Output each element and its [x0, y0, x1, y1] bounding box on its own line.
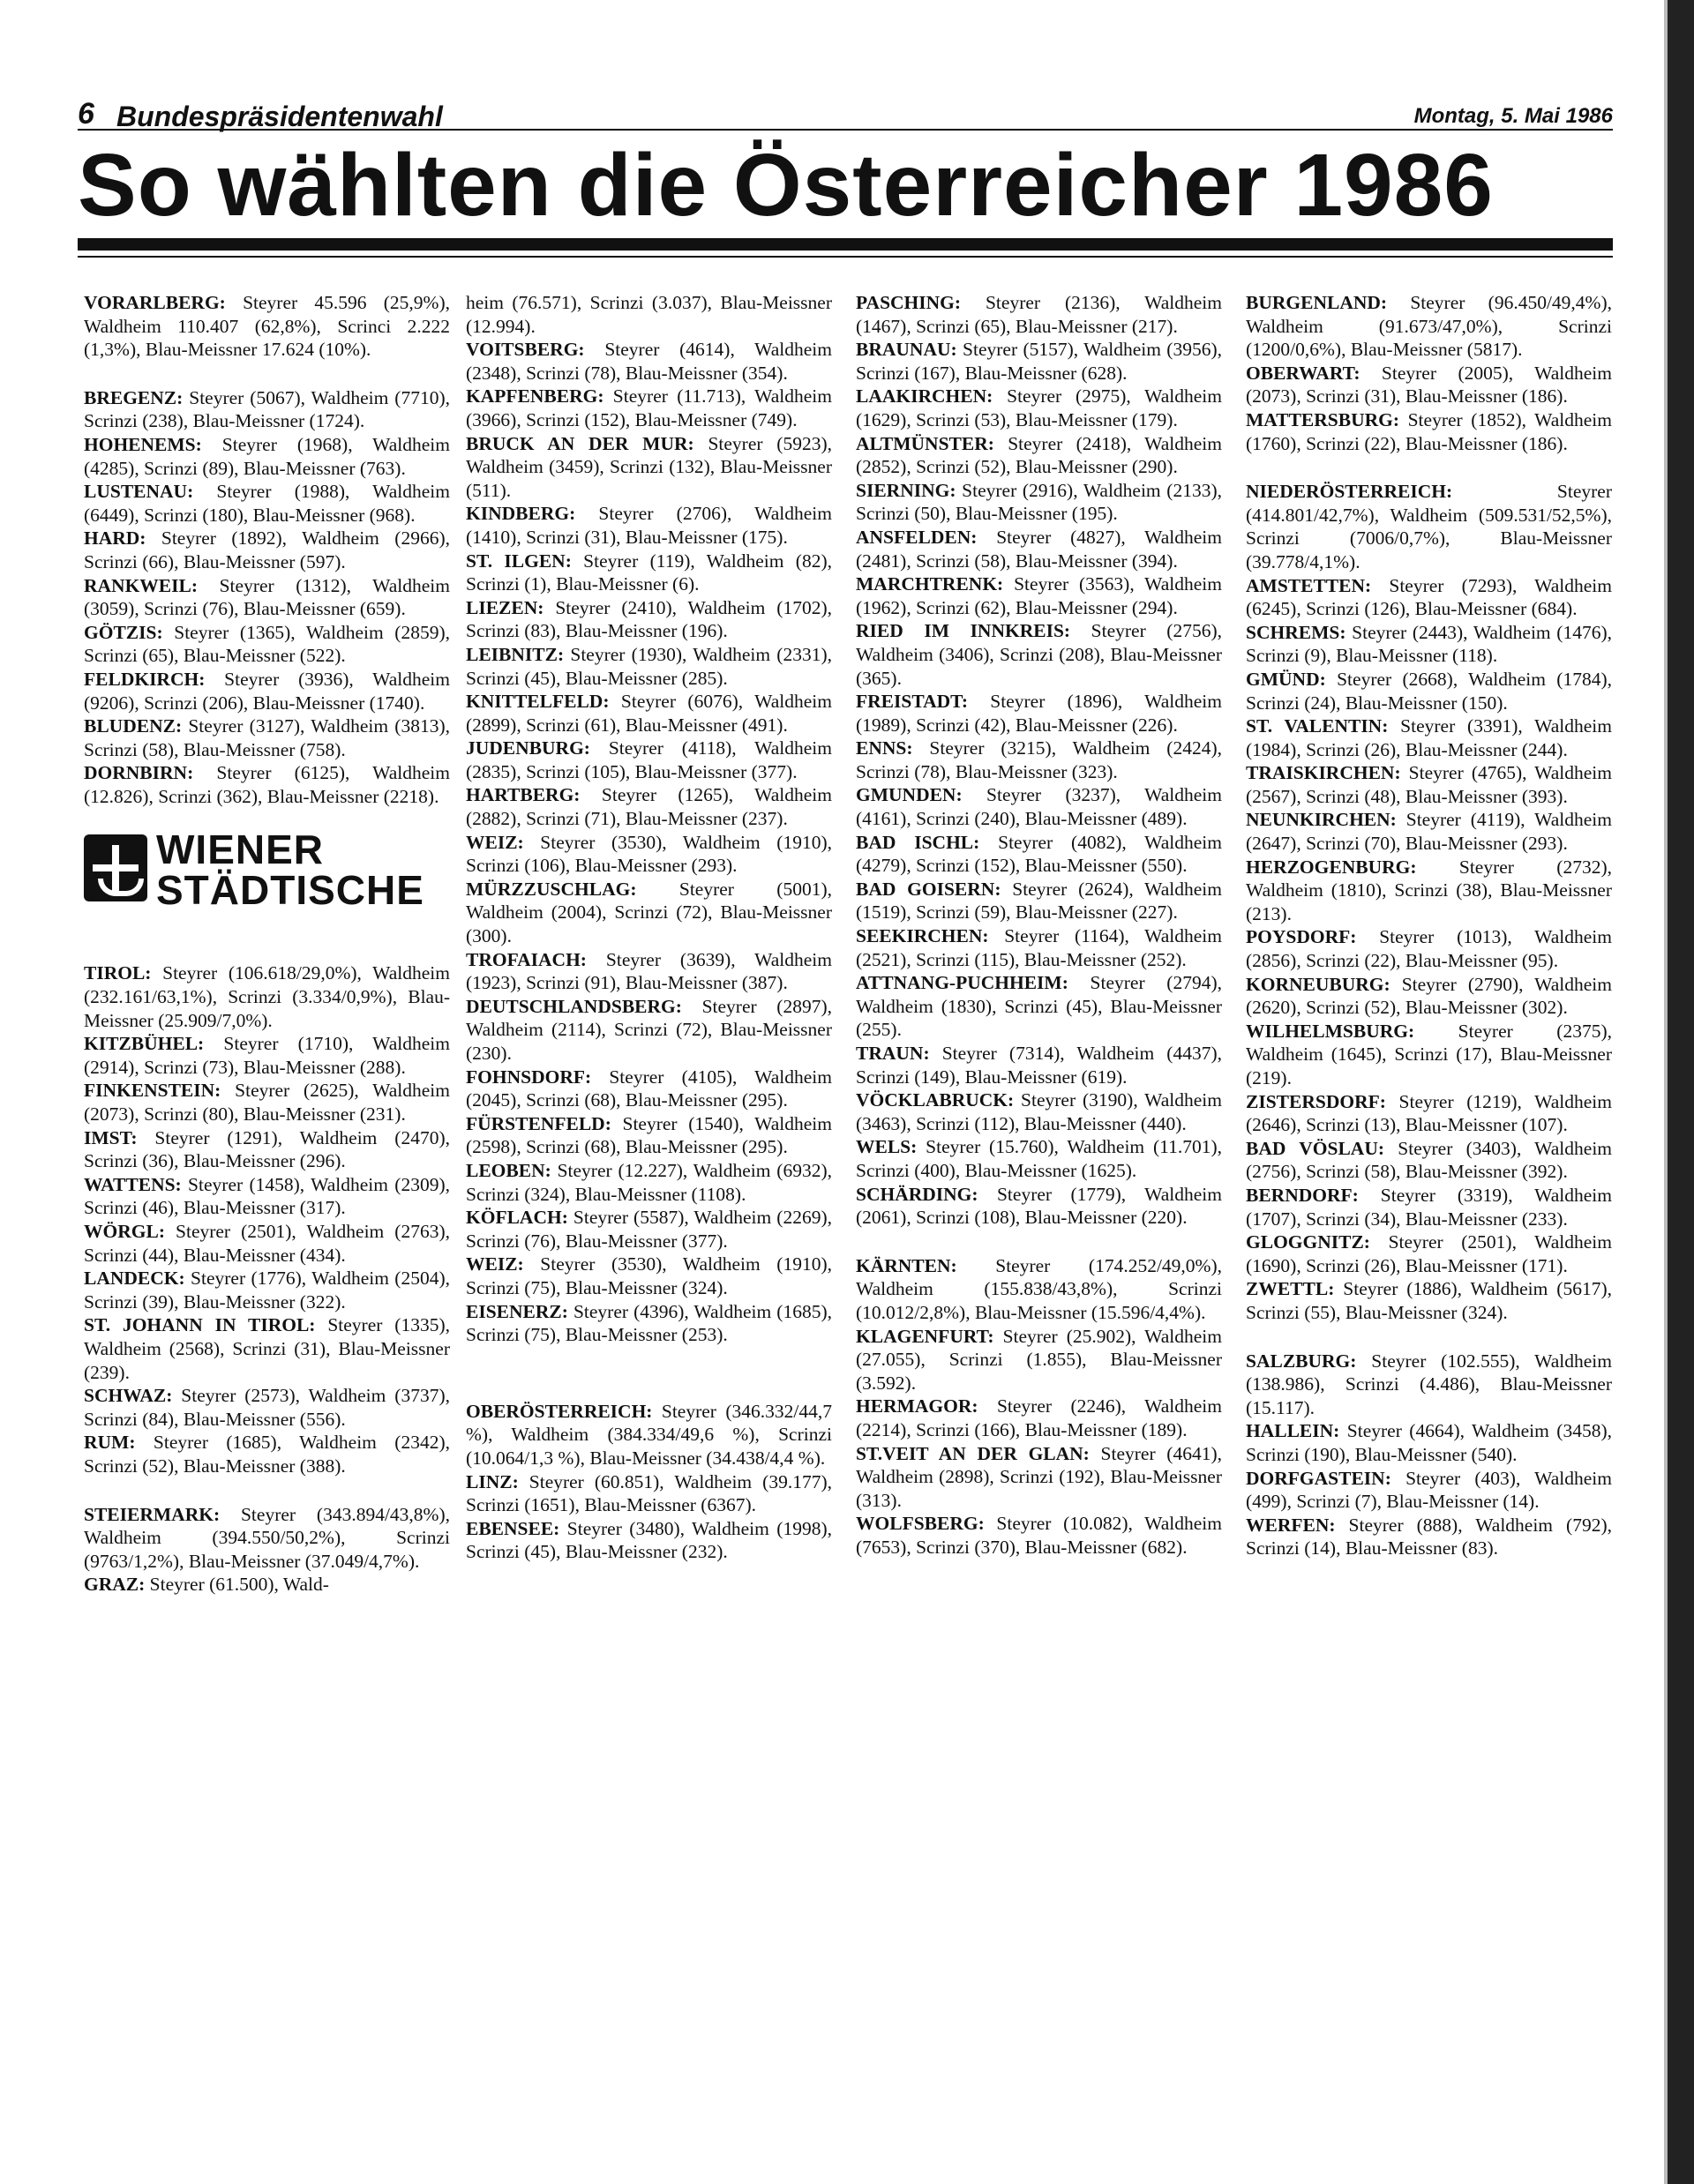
result-entry [466, 1112, 832, 1159]
vote-counts: Steyrer (3563), Waldheim (1962), Scrinzi (62), Blau-Meissner (294). [856, 573, 1222, 618]
region-name: BAD GOISERN: [856, 878, 1001, 900]
vote-counts: Steyrer (7293), Waldheim (6245), Scrinzi (126), Blau-Meissner (684). [1246, 574, 1612, 620]
vote-counts: Steyrer (1458), Waldheim (2309), Scrinzi (46), Blau-Meissner (317). [84, 1173, 450, 1219]
result-entry [856, 1254, 1222, 1325]
region-name: BURGENLAND: [1246, 292, 1388, 313]
vote-counts: Steyrer (3215), Waldheim (2424), Scrinzi (78), Blau-Meissner (323). [856, 737, 1222, 782]
result-entry [84, 761, 450, 808]
vote-counts: Steyrer (2897), Waldheim (2114), Scrinzi (72), Blau-Meissner (230). [466, 995, 832, 1064]
region-name: WELS: [856, 1136, 918, 1158]
region-name: VORARLBERG: [84, 292, 226, 313]
result-entry [84, 1267, 450, 1313]
vote-counts: Steyrer (346.332/44,7 %), Waldheim (384.334/49,6 %), Scrinzi (10.064/1,3 %), Blau-Meissner (34.438/4,4 %). [466, 1400, 832, 1469]
vote-counts: Steyrer (12.227), Waldheim (6932), Scrinzi (324), Blau-Meissner (1108). [466, 1159, 832, 1205]
column-4 [1246, 291, 1612, 1560]
region-name: GMÜND: [1246, 668, 1326, 690]
vote-counts: Steyrer (1779), Waldheim (2061), Scrinzi (108), Blau-Meissner (220). [856, 1183, 1222, 1229]
result-entry [1246, 714, 1612, 761]
vote-counts: Steyrer (1219), Waldheim (2646), Scrinzi (13), Blau-Meissner (107). [1246, 1090, 1612, 1136]
region-name: TROFAIACH: [466, 948, 587, 970]
vote-counts: Steyrer (2790), Waldheim (2620), Scrinzi (52), Blau-Meissner (302). [1246, 973, 1612, 1019]
result-entry [84, 1032, 450, 1079]
vote-counts: Steyrer (2668), Waldheim (1784), Scrinzi (24), Blau-Meissner (150). [1246, 668, 1612, 714]
vote-counts: Steyrer (3530), Waldheim (1910), Scrinzi (106), Blau-Meissner (293). [466, 831, 832, 877]
vote-counts: Steyrer (2794), Waldheim (1830), Scrinzi (45), Blau-Meissner (255). [856, 972, 1222, 1041]
vote-counts: Steyrer (3403), Waldheim (2756), Scrinzi (58), Blau-Meissner (392). [1246, 1137, 1613, 1183]
result-entry [1246, 291, 1612, 362]
region-name: EISENERZ: [466, 1300, 568, 1322]
vote-counts: Steyrer (4082), Waldheim (4279), Scrinzi (152), Blau-Meissner (550). [856, 831, 1222, 877]
result-entry [1246, 668, 1612, 714]
vote-counts: Steyrer (2136), Waldheim (1467), Scrinzi (65), Blau-Meissner (217). [856, 292, 1222, 337]
title-rule-thin [78, 256, 1613, 258]
result-entry [84, 386, 450, 433]
result-entry [466, 1470, 832, 1517]
region-name: FOHNSDORF: [466, 1066, 592, 1088]
vote-counts: Steyrer (5067), Waldheim (7710), Scrinzi (238), Blau-Meissner (1724). [84, 386, 450, 432]
region-name: KNITTELFELD: [466, 691, 610, 713]
vote-counts: Steyrer (2501), Waldheim (1690), Scrinzi (26), Blau-Meissner (171). [1246, 1231, 1612, 1276]
result-entry [466, 432, 832, 503]
vote-counts: Steyrer (4827), Waldheim (2481), Scrinzi (58), Blau-Meissner (394). [856, 526, 1222, 572]
region-name: BRUCK AN DER MUR: [466, 432, 694, 454]
region-name: KAPFENBERG: [466, 385, 604, 408]
result-entry [1246, 1137, 1612, 1184]
result-entry [1246, 1350, 1612, 1420]
result-entry [466, 1300, 832, 1347]
result-entry [1246, 808, 1612, 855]
vote-counts: Steyrer (6076), Waldheim (2899), Scrinzi (61), Blau-Meissner (491). [466, 691, 832, 736]
result-entry [84, 1573, 450, 1597]
region-name: MARCHTRENK: [856, 573, 1004, 595]
vote-counts: Steyrer (15.760), Waldheim (11.701), Scrinzi (400), Blau-Meissner (1625). [856, 1136, 1222, 1181]
vote-counts: Steyrer (2005), Waldheim (2073), Scrinzi (31), Blau-Meissner (186). [1246, 362, 1612, 408]
result-entry [466, 783, 832, 830]
vote-counts: Steyrer (1312), Waldheim (3059), Scrinzi (76), Blau-Meissner (659). [84, 574, 450, 620]
page-title: So wählten die Österreicher 1986 [78, 136, 1494, 235]
result-entry [466, 1253, 832, 1299]
vote-counts: Steyrer (3237), Waldheim (4161), Scrinzi (240), Blau-Meissner (489). [856, 784, 1222, 830]
vote-counts: Steyrer (106.618/29,0%), Waldheim (232.161/63,1%), Scrinzi (3.334/0,9%), Blau-Meissner (25.909/7,0%). [84, 962, 450, 1031]
vote-counts: Steyrer (4765), Waldheim (2567), Scrinzi (48), Blau-Meissner (393). [1246, 762, 1612, 807]
vote-counts: Steyrer (2916), Waldheim (2133), Scrinzi (50), Blau-Meissner (195). [856, 479, 1222, 525]
result-entry [1246, 480, 1612, 573]
region-name: BRAUNAU: [856, 339, 957, 361]
region-name: MÜRZZUSCHLAG: [466, 878, 637, 900]
region-name: GMUNDEN: [856, 784, 963, 806]
result-entry [856, 1088, 1222, 1135]
vote-counts: Steyrer (1776), Waldheim (2504), Scrinzi (39), Blau-Meissner (322). [84, 1268, 450, 1313]
region-name: BREGENZ: [84, 386, 184, 408]
vote-counts: Steyrer (5001), Waldheim (2004), Scrinzi (72), Blau-Meissner (300). [466, 878, 832, 947]
vote-counts: Steyrer (4641), Waldheim (2898), Scrinzi (192), Blau-Meissner (313). [856, 1442, 1222, 1511]
region-name: FÜRSTENFELD: [466, 1112, 611, 1134]
vote-counts: Steyrer (5157), Waldheim (3956), Scrinzi (167), Blau-Meissner (628). [856, 339, 1222, 384]
result-entry [856, 783, 1222, 830]
result-entry [84, 433, 450, 480]
vote-counts: Steyrer (3190), Waldheim (3463), Scrinzi (112), Blau-Meissner (440). [856, 1089, 1222, 1134]
result-entry [856, 572, 1222, 619]
region-name: NIEDERÖSTERREICH: [1246, 481, 1453, 503]
vote-counts: Steyrer (7314), Waldheim (4437), Scrinzi (149), Blau-Meissner (619). [856, 1043, 1222, 1088]
region-name: TRAUN: [856, 1043, 930, 1064]
result-entry [1246, 1184, 1612, 1230]
vote-counts: Steyrer (96.450/49,4%), Waldheim (91.673/47,0%), Scrinzi (1200/0,6%), Blau-Meissner (5817). [1246, 292, 1612, 361]
region-name: STEIERMARK: [84, 1503, 221, 1525]
result-entry [1246, 1514, 1612, 1560]
vote-counts: Steyrer (2443), Waldheim (1476), Scrinzi (9), Blau-Meissner (118). [1246, 621, 1612, 667]
result-entry [84, 714, 450, 761]
result-entry [856, 737, 1222, 783]
region-name: BLUDENZ: [84, 715, 183, 737]
result-entry [84, 480, 450, 527]
vote-counts: Steyrer (2975), Waldheim (1629), Scrinzi (53), Blau-Meissner (179). [856, 385, 1222, 430]
region-name: NEUNKIRCHEN: [1246, 809, 1397, 831]
page-number: 6 [78, 97, 94, 131]
region-name: LANDECK: [84, 1268, 185, 1290]
region-name: BAD ISCHL: [856, 831, 980, 853]
vote-counts: Steyrer (3639), Waldheim (1923), Scrinzi (91), Blau-Meissner (387). [466, 948, 832, 994]
title-rule-thick [78, 238, 1613, 251]
vote-counts: Steyrer (4105), Waldheim (2045), Scrinzi (68), Blau-Meissner (295). [466, 1066, 832, 1111]
region-name: LIEZEN: [466, 596, 544, 618]
vote-counts: Steyrer (2573), Waldheim (3737), Scrinzi (84), Blau-Meissner (556). [84, 1385, 450, 1430]
result-entry [466, 995, 832, 1066]
region-name: LEOBEN: [466, 1159, 551, 1181]
region-name: WEIZ: [466, 1253, 524, 1275]
column-1 [84, 291, 450, 1597]
region-name: HERZOGENBURG: [1246, 856, 1417, 878]
region-name: WATTENS: [84, 1173, 182, 1195]
region-name: ST. VALENTIN: [1246, 715, 1389, 737]
vote-counts: Steyrer (10.082), Waldheim (7653), Scrinzi (370), Blau-Meissner (682). [856, 1513, 1222, 1558]
vote-counts: Steyrer (2418), Waldheim (2852), Scrinzi (52), Blau-Meissner (290). [856, 432, 1222, 478]
result-entry [856, 924, 1222, 971]
region-name: HERMAGOR: [856, 1395, 978, 1417]
result-entry [466, 1206, 832, 1253]
vote-counts: Steyrer (3391), Waldheim (1984), Scrinzi (26), Blau-Meissner (244). [1246, 715, 1612, 760]
region-name: FREISTADT: [856, 691, 969, 713]
result-entry [466, 643, 832, 690]
result-entry [466, 596, 832, 643]
vote-counts: Steyrer (1886), Waldheim (5617), Scrinzi (55), Blau-Meissner (324). [1246, 1278, 1612, 1323]
column-3 [856, 291, 1222, 1559]
region-name: SEEKIRCHEN: [856, 925, 989, 947]
region-name: WEIZ: [466, 831, 524, 853]
insurance-emblem-icon [84, 834, 147, 901]
logo-line-1: WIENER [156, 826, 324, 873]
region-name: FINKENSTEIN: [84, 1080, 221, 1102]
region-name: LUSTENAU: [84, 481, 194, 503]
result-entry [466, 831, 832, 878]
region-name: HARTBERG: [466, 784, 581, 806]
vote-counts: Steyrer (1896), Waldheim (1989), Scrinzi (42), Blau-Meissner (226). [856, 691, 1222, 736]
section-name: Bundespräsidentenwahl [116, 101, 443, 132]
result-entry [466, 948, 832, 995]
result-entry [84, 1220, 450, 1267]
region-name: KLAGENFURT: [856, 1325, 994, 1347]
result-entry [1246, 362, 1612, 408]
region-name: DEUTSCHLANDSBERG: [466, 995, 682, 1017]
region-name: KORNEUBURG: [1246, 973, 1390, 995]
vote-counts: Steyrer (119), Waldheim (82), Scrinzi (1), Blau-Meissner (6). [466, 550, 832, 595]
result-entry [856, 1183, 1222, 1230]
vote-counts: Steyrer (3127), Waldheim (3813), Scrinzi (58), Blau-Meissner (758). [84, 715, 450, 760]
region-name: GÖTZIS: [84, 621, 163, 643]
region-name: OBERÖSTERREICH: [466, 1400, 653, 1422]
result-entry [856, 1442, 1222, 1513]
page-header [78, 97, 1613, 132]
region-name: LINZ: [466, 1470, 519, 1492]
region-name: ENNS: [856, 737, 913, 759]
region-name: PASCHING: [856, 292, 962, 313]
region-name: POYSDORF: [1246, 926, 1357, 948]
region-name: ANSFELDEN: [856, 526, 978, 548]
vote-counts: Steyrer (2732), Waldheim (1810), Scrinzi (38), Blau-Meissner (213). [1246, 856, 1612, 924]
result-entry [466, 291, 832, 338]
result-entry [1246, 925, 1612, 972]
result-entry [84, 621, 450, 668]
region-name: FELDKIRCH: [84, 668, 206, 690]
region-name: ALTMÜNSTER: [856, 432, 994, 454]
column-2 [466, 291, 832, 1564]
region-name: SCHÄRDING: [856, 1183, 978, 1205]
result-entry [84, 1173, 450, 1220]
vote-counts: Steyrer (2375), Waldheim (1645), Scrinzi (17), Blau-Meissner (219). [1246, 1020, 1612, 1088]
vote-counts: Steyrer (6125), Waldheim (12.826), Scrinzi (362), Blau-Meissner (2218). [84, 762, 450, 807]
vote-counts: Steyrer (1013), Waldheim (2856), Scrinzi (22), Blau-Meissner (95). [1246, 926, 1612, 972]
vote-counts: Steyrer (1968), Waldheim (4285), Scrinzi (89), Blau-Meissner (763). [84, 433, 450, 479]
result-entry [1246, 1277, 1612, 1324]
region-name: GRAZ: [84, 1574, 146, 1596]
vote-counts: Steyrer (2706), Waldheim (1410), Scrinzi (31), Blau-Meissner (175). [466, 503, 832, 548]
vote-counts: Steyrer (2756), Waldheim (3406), Scrinzi (208), Blau-Meissner (365). [856, 620, 1223, 689]
region-name: DORNBIRN: [84, 762, 194, 784]
result-entry [466, 1517, 832, 1564]
result-entry [856, 1135, 1222, 1182]
region-name: RANKWEIL: [84, 574, 199, 596]
vote-counts: Steyrer (1988), Waldheim (6449), Scrinzi (180), Blau-Meissner (968). [84, 481, 450, 526]
result-entry [84, 1079, 450, 1126]
result-entry [856, 479, 1222, 526]
vote-counts: Steyrer (3480), Waldheim (1998), Scrinzi (45), Blau-Meissner (232). [466, 1517, 832, 1563]
result-entry [84, 1431, 450, 1477]
vote-counts: Steyrer (1710), Waldheim (2914), Scrinzi (73), Blau-Meissner (288). [84, 1033, 450, 1078]
region-name: KITZBÜHEL: [84, 1033, 205, 1055]
logo-line-2: STÄDTISCHE [156, 867, 424, 914]
vote-counts: Steyrer (4614), Waldheim (2348), Scrinzi (78), Blau-Meissner (354). [466, 339, 832, 384]
result-entry [1246, 574, 1612, 621]
result-entry [84, 574, 450, 621]
result-entry [84, 1503, 450, 1574]
vote-counts: Steyrer (414.801/42,7%), Waldheim (509.531/52,5%), Scrinzi (7006/0,7%), Blau-Meissner (39.778/4,1%). [1246, 481, 1612, 572]
region-name: JUDENBURG: [466, 737, 590, 759]
vote-counts: Steyrer 45.596 (25,9%), Waldheim 110.407 (62,8%), Scrinci 2.222 (1,3%), Blau-Meissner 17.624 (10%). [84, 292, 450, 361]
vote-counts: Steyrer (2246), Waldheim (2214), Scrinzi (166), Blau-Meissner (189). [856, 1395, 1222, 1440]
region-name: BAD VÖSLAU: [1246, 1137, 1385, 1159]
result-entry [1246, 973, 1612, 1020]
result-entry [1246, 1230, 1612, 1277]
region-name: VÖCKLABRUCK: [856, 1089, 1015, 1111]
result-entry [466, 1159, 832, 1206]
vote-counts: Steyrer (1365), Waldheim (2859), Scrinzi (65), Blau-Meissner (522). [84, 621, 450, 667]
result-entry [466, 502, 832, 549]
region-name: SCHWAZ: [84, 1385, 173, 1407]
region-name: LAAKIRCHEN: [856, 385, 993, 408]
region-name: KÖFLACH: [466, 1207, 568, 1229]
result-entry [856, 619, 1222, 690]
vote-counts: Steyrer (1164), Waldheim (2521), Scrinzi (115), Blau-Meissner (252). [856, 925, 1222, 970]
result-entry [466, 1066, 832, 1112]
region-name: ST. ILGEN: [466, 550, 572, 572]
region-name: ST. JOHANN IN TIROL: [84, 1314, 316, 1336]
result-entry [466, 690, 832, 737]
region-name: SCHREMS: [1246, 621, 1346, 643]
region-name: VOITSBERG: [466, 339, 585, 361]
result-entry [1246, 761, 1612, 808]
region-name: GLOGGNITZ: [1246, 1231, 1370, 1253]
region-name: KINDBERG: [466, 503, 576, 525]
result-entry [856, 831, 1222, 878]
vote-counts: heim (76.571), Scrinzi (3.037), Blau-Meissner (12.994). [466, 292, 832, 337]
region-name: ZWETTL: [1246, 1278, 1335, 1300]
vote-counts: Steyrer (60.851), Waldheim (39.177), Scrinzi (1651), Blau-Meissner (6367). [466, 1470, 832, 1516]
result-entry [84, 291, 450, 362]
vote-counts: Steyrer (5587), Waldheim (2269), Scrinzi (76), Blau-Meissner (377). [466, 1207, 832, 1252]
result-entry [84, 1313, 450, 1384]
region-name: BERNDORF: [1246, 1184, 1359, 1206]
vote-counts: Steyrer (2624), Waldheim (1519), Scrinzi (59), Blau-Meissner (227). [856, 878, 1222, 924]
vote-counts: Steyrer (2501), Waldheim (2763), Scrinzi (44), Blau-Meissner (434). [84, 1221, 450, 1266]
vote-counts: Steyrer (1892), Waldheim (2966), Scrinzi (66), Blau-Meissner (597). [84, 527, 450, 572]
result-entry [1246, 1419, 1612, 1466]
scan-edge-line [1664, 0, 1668, 2184]
vote-counts: Steyrer (343.894/43,8%), Waldheim (394.550/50,2%), Scrinzi (9763/1,2%), Blau-Meissner (37.049/4,7%). [84, 1503, 450, 1572]
result-entry [84, 1384, 450, 1431]
region-name: ST.VEIT AN DER GLAN: [856, 1442, 1090, 1464]
result-entry [856, 1395, 1222, 1441]
vote-counts: Steyrer (5923), Waldheim (3459), Scrinzi (132), Blau-Meissner (511). [466, 432, 833, 501]
vote-counts: Steyrer (4118), Waldheim (2835), Scrinzi (105), Blau-Meissner (377). [466, 737, 832, 782]
region-name: WOLFSBERG: [856, 1513, 985, 1535]
region-name: HOHENEMS: [84, 433, 202, 455]
region-name: IMST: [84, 1126, 138, 1148]
region-name: RIED IM INNKREIS: [856, 620, 1071, 642]
region-name: LEIBNITZ: [466, 643, 565, 665]
vote-counts: Steyrer (4119), Waldheim (2647), Scrinzi (70), Blau-Meissner (293). [1246, 809, 1612, 855]
result-entry [84, 668, 450, 714]
vote-counts: Steyrer (1265), Waldheim (2882), Scrinzi (71), Blau-Meissner (237). [466, 784, 832, 830]
region-name: HARD: [84, 527, 146, 550]
region-name: SIERNING: [856, 479, 956, 501]
result-entry [856, 338, 1222, 385]
region-name: TIROL: [84, 962, 152, 984]
vote-counts: Steyrer (1291), Waldheim (2470), Scrinzi (36), Blau-Meissner (296). [84, 1126, 450, 1172]
vote-counts: Steyrer (4664), Waldheim (3458), Scrinzi (190), Blau-Meissner (540). [1246, 1420, 1612, 1465]
issue-date: Montag, 5. Mai 1986 [1409, 104, 1613, 129]
vote-counts: Steyrer (102.555), Waldheim (138.986), Scrinzi (4.486), Blau-Meissner (15.117). [1246, 1350, 1612, 1418]
result-entry [84, 527, 450, 573]
result-entry [856, 1325, 1222, 1395]
result-entry [1246, 1467, 1612, 1514]
vote-counts: Steyrer (1852), Waldheim (1760), Scrinzi (22), Blau-Meissner (186). [1246, 408, 1612, 454]
vote-counts: Steyrer (1335), Waldheim (2568), Scrinzi (31), Blau-Meissner (239). [84, 1314, 450, 1383]
result-entry [856, 971, 1222, 1042]
result-entry [466, 550, 832, 596]
result-entry [856, 291, 1222, 338]
scan-edge [1668, 0, 1694, 2184]
region-name: ATTNANG-PUCHHEIM: [856, 972, 1068, 994]
result-entry [1246, 1020, 1612, 1090]
region-name: AMSTETTEN: [1246, 574, 1372, 596]
vote-counts: Steyrer (2625), Waldheim (2073), Scrinzi (80), Blau-Meissner (231). [84, 1080, 450, 1126]
vote-counts: Steyrer (11.713), Waldheim (3966), Scrinzi (152), Blau-Meissner (749). [466, 385, 832, 430]
region-name: WILHELMSBURG: [1246, 1020, 1415, 1042]
result-entry [84, 961, 450, 1032]
vote-counts: Steyrer (1685), Waldheim (2342), Scrinzi (52), Blau-Meissner (388). [84, 1432, 450, 1477]
result-entry [856, 385, 1222, 431]
region-name: ZISTERSDORF: [1246, 1090, 1386, 1112]
vote-counts: Steyrer (888), Waldheim (792), Scrinzi (14), Blau-Meissner (83). [1246, 1514, 1612, 1559]
region-name: RUM: [84, 1432, 136, 1454]
vote-counts: Steyrer (3530), Waldheim (1910), Scrinzi (75), Blau-Meissner (324). [466, 1253, 832, 1298]
result-entry [856, 690, 1222, 737]
result-entry [84, 1126, 450, 1173]
region-name: OBERWART: [1246, 362, 1360, 384]
vote-counts: Steyrer (3319), Waldheim (1707), Scrinzi (34), Blau-Meissner (233). [1246, 1184, 1612, 1230]
result-entry [856, 878, 1222, 924]
wiener-staedtische-logo [84, 826, 450, 944]
result-entry [1246, 1090, 1612, 1137]
region-name: MATTERSBURG: [1246, 408, 1400, 430]
region-name: WERFEN: [1246, 1514, 1336, 1536]
region-name: DORFGASTEIN: [1246, 1467, 1391, 1489]
vote-counts: Steyrer (61.500), Wald- [145, 1574, 329, 1596]
result-entry [856, 526, 1222, 572]
result-entry [466, 737, 832, 783]
region-name: KÄRNTEN: [856, 1254, 957, 1276]
vote-counts: Steyrer (4396), Waldheim (1685), Scrinzi (75), Blau-Meissner (253). [466, 1300, 832, 1346]
result-entry [1246, 621, 1612, 668]
result-entry [856, 432, 1222, 479]
result-entry [856, 1512, 1222, 1559]
result-entry [466, 1400, 832, 1470]
vote-counts: Steyrer (1930), Waldheim (2331), Scrinzi (45), Blau-Meissner (285). [466, 643, 832, 689]
vote-counts: Steyrer (2410), Waldheim (1702), Scrinzi (83), Blau-Meissner (196). [466, 596, 832, 642]
region-name: EBENSEE: [466, 1517, 560, 1539]
region-name: WÖRGL: [84, 1221, 165, 1242]
result-entry [466, 385, 832, 431]
vote-counts: Steyrer (1540), Waldheim (2598), Scrinzi (68), Blau-Meissner (295). [466, 1112, 832, 1158]
vote-counts: Steyrer (174.252/49,0%), Waldheim (155.838/43,8%), Scrinzi (10.012/2,8%), Blau-Meissner (15.596/4,4%). [856, 1254, 1222, 1323]
region-name: HALLEIN: [1246, 1420, 1340, 1442]
result-entry [1246, 856, 1612, 926]
result-entry [466, 338, 832, 385]
result-entry [856, 1042, 1222, 1088]
result-entry [466, 878, 832, 948]
vote-counts: Steyrer (25.902), Waldheim (27.055), Scrinzi (1.855), Blau-Meissner (3.592). [856, 1325, 1222, 1394]
result-entry [1246, 408, 1612, 455]
vote-counts: Steyrer (3936), Waldheim (9206), Scrinzi (206), Blau-Meissner (1740). [84, 668, 450, 714]
region-name: SALZBURG: [1246, 1350, 1357, 1372]
region-name: TRAISKIRCHEN: [1246, 762, 1401, 784]
vote-counts: Steyrer (403), Waldheim (499), Scrinzi (7), Blau-Meissner (14). [1246, 1467, 1612, 1513]
